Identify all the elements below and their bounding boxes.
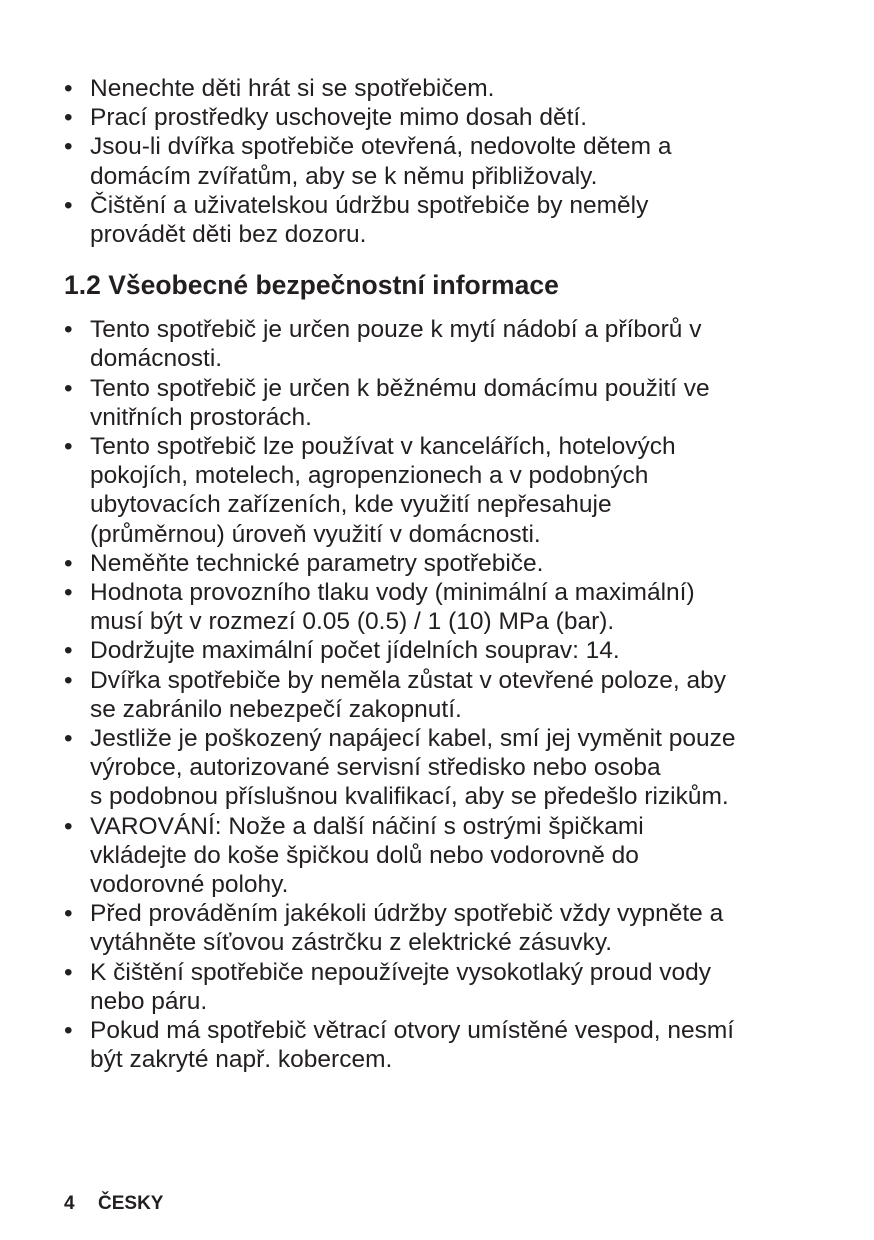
list-item-text: Jsou-li dvířka spotřebiče otevřená, nedovolte dětem a domácím zvířatům, aby se k němu přibližovaly. [90, 133, 672, 190]
list-item-text: Prací prostředky uschovejte mimo dosah dětí. [90, 104, 588, 132]
manual-page [64, 74, 824, 1075]
bullet-icon: • [64, 191, 73, 219]
bullet-icon: • [64, 1017, 73, 1045]
list-item-text: K čištění spotřebiče nepoužívejte vysokotlaký proud vody nebo páru. [90, 958, 712, 1015]
bullet-icon: • [64, 958, 73, 986]
list-item-text: Tento spotřebič lze používat v kancelářích, hotelových pokojích, motelech, agropenzionech a v podobných ubytovacích zařízeních, kde využití nepřesahuje (průměrnou) úroveň využití v domácnosti. [90, 433, 676, 548]
bullet-icon: • [64, 104, 73, 132]
section-heading: 1.2 Všeobecné bezpečnostní informace [64, 270, 559, 301]
list-item [64, 103, 824, 132]
list-item [64, 374, 824, 432]
bullet-icon: • [64, 549, 73, 577]
list-item [64, 812, 824, 900]
list-item-text: Nenechte děti hrát si se spotřebičem. [90, 75, 495, 102]
list-item [64, 132, 824, 190]
page-footer [64, 1192, 163, 1216]
list-item [64, 549, 824, 578]
list-item-text: VAROVÁNÍ: Nože a další náčiní s ostrými špičkami vkládejte do koše špičkou dolů nebo vodorovně do vodorovné polohy. [90, 812, 644, 899]
list-item-text: Neměňte technické parametry spotřebiče. [90, 549, 544, 577]
list-item [64, 1016, 824, 1074]
list-item-text: Před prováděním jakékoli údržby spotřebič vždy vypněte a vytáhněte síťovou zástrčku z elektrické zásuvky. [90, 900, 724, 957]
intro-bullet-list [64, 74, 824, 249]
list-item-text: Tento spotřebič je určen k běžnému domácímu použití ve vnitřních prostorách. [90, 374, 710, 431]
list-item-text: Čištění a uživatelskou údržbu spotřebiče by neměly provádět děti bez dozoru. [90, 191, 649, 249]
list-item-text: Pokud má spotřebič větrací otvory umístěné vespod, nesmí být zakryté např. kobercem. [90, 1017, 735, 1074]
bullet-icon: • [64, 433, 73, 461]
bullet-icon: • [64, 75, 73, 102]
bullet-icon: • [64, 637, 73, 665]
list-item [64, 578, 824, 636]
list-item [64, 724, 824, 812]
list-item [64, 432, 824, 549]
bullet-icon: • [64, 316, 73, 344]
bullet-icon: • [64, 900, 73, 928]
list-item [64, 666, 824, 724]
bullet-icon: • [64, 374, 73, 402]
list-item-text: Jestliže je poškozený napájecí kabel, smí jej vyměnit pouze výrobce, autorizované servisní středisko nebo osoba s podobnou příslušnou kvalifikací, aby se předešlo rizikům. [90, 725, 736, 811]
list-item [64, 315, 824, 373]
list-item-text: Dvířka spotřebiče by neměla zůstat v otevřené poloze, aby se zabránilo nebezpečí zakopnutí. [90, 666, 726, 723]
bullet-icon: • [64, 725, 73, 753]
page-number: 4 [64, 1193, 75, 1214]
list-item [64, 958, 824, 1016]
list-item [64, 636, 824, 665]
list-item [64, 899, 824, 957]
language-label: ČESKY [98, 1193, 164, 1214]
bullet-icon: • [64, 579, 73, 607]
bullet-icon: • [64, 666, 73, 694]
list-item-text: Dodržujte maximální počet jídelních souprav: 14. [90, 637, 620, 665]
list-item-text: Tento spotřebič je určen pouze k mytí nádobí a příborů v domácnosti. [90, 316, 702, 373]
list-item-text: Hodnota provozního tlaku vody (minimální a maximální) musí být v rozmezí 0.05 (0.5) / 1 (10) MPa (bar). [90, 579, 695, 636]
list-item [64, 74, 824, 103]
bullet-icon: • [64, 812, 73, 840]
bullet-icon: • [64, 133, 73, 161]
list-item [64, 191, 824, 249]
safety-bullet-list [64, 315, 824, 1074]
